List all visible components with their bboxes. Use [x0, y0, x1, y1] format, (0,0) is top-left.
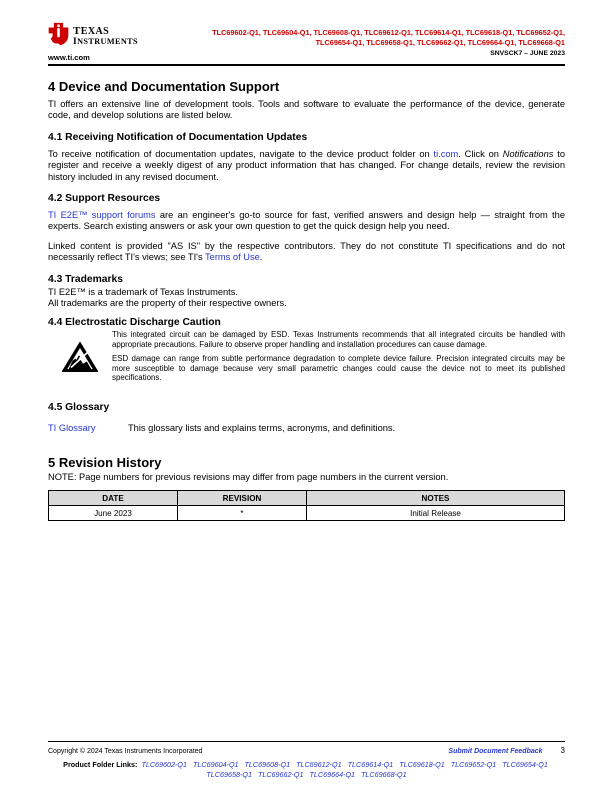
trademark-line-2: All trademarks are the property of their respective owners.: [48, 297, 287, 308]
footer-part-link[interactable]: TLC69664-Q1: [309, 770, 356, 779]
footer-rule: [48, 741, 565, 742]
s42-p2-post: .: [259, 252, 263, 263]
cell-date: June 2023: [49, 506, 178, 521]
document-code: SNVSCK7 – JUNE 2023: [490, 50, 565, 57]
ti-website-link[interactable]: www.ti.com: [48, 53, 90, 62]
glossary-description: This glossary lists and explains terms, acronyms, and definitions.: [128, 423, 396, 434]
part-numbers-line2[interactable]: TLC69654-Q1, TLC69658-Q1, TLC69662-Q1, TLC69664-Q1, TLC69668-Q1: [315, 38, 565, 47]
section-4-3-title: 4.3 Trademarks: [48, 273, 123, 285]
revision-history-table: [48, 490, 565, 521]
ti-glossary-link[interactable]: TI Glossary: [48, 423, 96, 434]
section-4-2-p2: [48, 241, 565, 264]
footer-part-link[interactable]: TLC69658-Q1: [206, 770, 252, 779]
s41-notifications-italic: Notifications: [502, 148, 554, 159]
cell-revision: *: [178, 506, 307, 521]
footer-part-link[interactable]: TLC69602-Q1: [141, 760, 187, 769]
s41-text-post: to register and receive a weekly digest of any product information that has changed. For change details, review the revision history included in any revised document.: [48, 148, 565, 182]
s41-text-pre: To receive notification of documentation updates, navigate to the device product folder on: [48, 148, 434, 159]
section-4-body: TI offers an extensive line of development tools. Tools and software to evaluate the performance of the device, generate code, and develop solutions are listed below.: [48, 99, 565, 121]
cell-notes: Initial Release: [307, 506, 565, 521]
ti-logo: [48, 22, 198, 51]
copyright-text: Copyright © 2024 Texas Instruments Incorporated: [48, 748, 203, 755]
section-4-2-title: 4.2 Support Resources: [48, 193, 161, 205]
esd-warning-icon: [62, 342, 98, 388]
ti-com-link[interactable]: ti.com: [433, 148, 459, 159]
footer-part-link[interactable]: TLC69612-Q1: [296, 760, 342, 769]
revision-note: NOTE: Page numbers for previous revisions may differ from page numbers in the current version.: [48, 472, 449, 483]
glossary-row: [48, 423, 565, 433]
esd-caution-block: [48, 330, 565, 388]
s42-p2-pre: Linked content is provided "AS IS" by the respective contributors. They do not constitute TI specifications and do not necessarily reflect TI's views; see TI's: [48, 240, 565, 263]
section-4-5-title: 4.5 Glossary: [48, 402, 110, 414]
trademark-line-1: TI E2E™ is a trademark of Texas Instruments.: [48, 286, 238, 297]
esd-paragraph-1: This integrated circuit can be damaged by ESD. Texas Instruments recommends that all integrated circuits be handled with appropriate precautions. Failure to observe proper handling and installation procedures can cause damage.: [112, 330, 565, 349]
terms-of-use-link[interactable]: Terms of Use: [205, 252, 260, 263]
table-row: [49, 506, 565, 521]
section-4-4-title: 4.4 Electrostatic Discharge Caution: [48, 317, 221, 329]
ti-logo-line2: INSTRUMENTS: [73, 36, 138, 47]
page-header: [48, 22, 565, 62]
page-footer: [48, 741, 565, 780]
section-4-1-title: 4.1 Receiving Notification of Documentation Updates: [48, 131, 308, 143]
col-header-date: DATE: [49, 491, 178, 506]
footer-part-link[interactable]: TLC69618-Q1: [399, 760, 445, 769]
s42-p1-rest: are an engineer's go-to source for fast, verified answers and design help — straight from the experts. Search existing answers or ask your own question to get the quick design help you need.: [48, 210, 565, 232]
part-numbers-line1[interactable]: TLC69602-Q1, TLC69604-Q1, TLC69608-Q1, TLC69612-Q1, TLC69614-Q1, TLC69618-Q1, TLC69652-Q1,: [212, 28, 565, 37]
footer-part-link[interactable]: TLC69654-Q1: [502, 760, 548, 769]
page-number: 3: [560, 746, 565, 755]
e2e-forums-link[interactable]: TI E2E™ support forums: [48, 210, 156, 221]
header-rule: [48, 64, 565, 66]
esd-paragraph-2: ESD damage can range from subtle performance degradation to complete device failure. Precision integrated circuits may be more susceptible to damage because very small parametric changes could cause the device not to meet its published specifications.: [112, 354, 565, 383]
ti-bug-icon: [48, 22, 69, 51]
footer-part-link[interactable]: TLC69608-Q1: [244, 760, 291, 769]
footer-part-link[interactable]: TLC69652-Q1: [450, 760, 497, 769]
product-folder-links: [48, 760, 565, 780]
table-header-row: [49, 491, 565, 506]
ti-logo-line1: TEXAS: [73, 25, 110, 37]
col-header-revision: REVISION: [178, 491, 307, 506]
ti-logo-wordmark: [73, 22, 138, 48]
col-header-notes: NOTES: [307, 491, 565, 506]
section-4-1-body: [48, 149, 565, 183]
submit-feedback-link[interactable]: Submit Document Feedback: [448, 748, 543, 755]
footer-part-link[interactable]: TLC69662-Q1: [257, 770, 304, 779]
section-4-title: 4 Device and Documentation Support: [48, 79, 280, 94]
product-links-label: Product Folder Links:: [63, 760, 138, 769]
footer-part-link[interactable]: TLC69668-Q1: [361, 770, 407, 779]
footer-part-link[interactable]: TLC69614-Q1: [347, 760, 394, 769]
s41-text-mid: . Click on: [458, 148, 503, 159]
section-5-title: 5 Revision History: [48, 455, 162, 471]
footer-part-link[interactable]: TLC69604-Q1: [193, 760, 239, 769]
section-4-2-p1: [48, 210, 565, 233]
